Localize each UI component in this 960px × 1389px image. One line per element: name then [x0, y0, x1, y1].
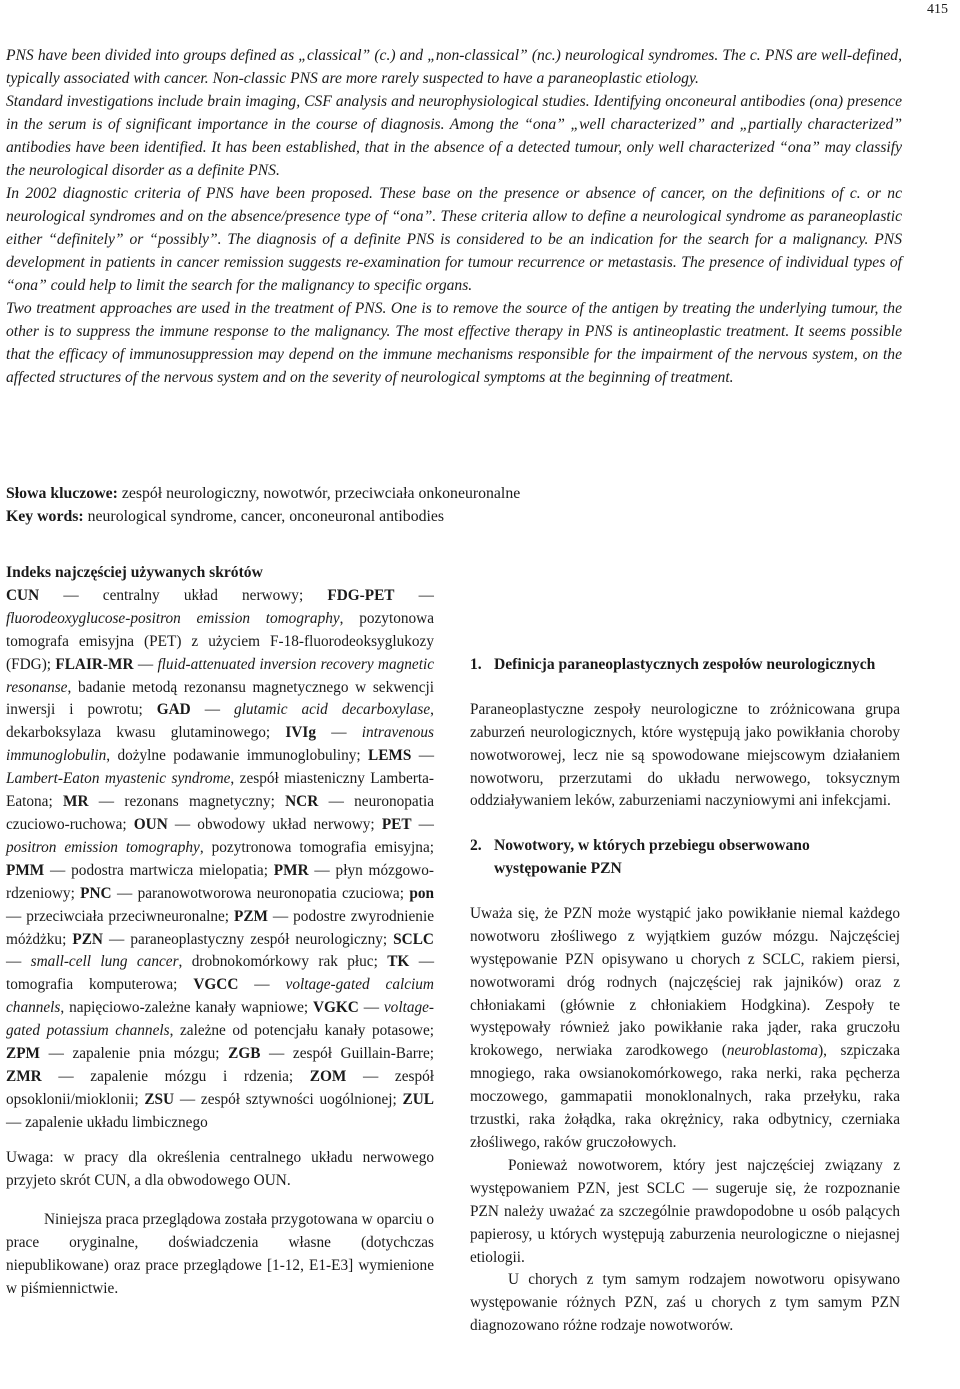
- keywords-english-text: neurological syndrome, cancer, onconeuronal antibodies: [87, 508, 445, 525]
- section-2-p1-start: Uważa się, że PZN może wystąpić jako powikłanie niemal każdego nowotworu złośliwego z wyjątkiem guzów mózgu. Najczęściej występowanie PZN opisywano u chorych z SCLC, rakiem piersi, nowotworami dróg rodnych (najczęściej rak jajników) oraz z chłoniakami (głównie z chłoniakiem Hodgkina). Zespoły te występowały również jako powikłanie raka jąder, raka gruczołu krokowego, nerwiaka zarodkowego (: [470, 904, 900, 1060]
- intro-paragraph: Niniejsza praca przeglądowa została przygotowana w oparciu o prace oryginalne, doświadczenia własne (dotychczas niepublikowane) oraz prace przeglądowe [1-12, E1-E3] wymienione w piśmiennictwie.: [6, 1211, 434, 1298]
- abbreviation-expansion: intravenous immunoglobulin: [6, 724, 435, 765]
- abbreviation-term: FLAIR-MR: [55, 655, 134, 673]
- section-2-p1-end: ), szpiczaka mnogiego, raka owsianokomórkowego, raka nerki, raka pęcherza moczowego, gammapatii monoklonalnych, raka przełyku, raka trzustki, raka żołądka, raka okrężnicy, raka odbytnicy, czerniaka złośliwego, raków gruczołowych.: [470, 1042, 900, 1151]
- abbreviation-term: ZPM: [6, 1045, 40, 1063]
- page-number: 415: [927, 2, 948, 17]
- abbreviation-definition: zapalenie pnia mózgu;: [72, 1045, 229, 1063]
- abstract-paragraph: PNS have been divided into groups defined as „classical” (c.) and „non-classical” (nc.) neurological syndromes. The c. PNS are well-defined, typically associated with cancer. Non-classic PNS are more rarely suspected to have a paraneoplastic etiology.: [6, 47, 902, 87]
- abbreviation-term: VGKC: [312, 999, 359, 1017]
- abbreviation-definition: zespół opsoklonii/mioklonii;: [6, 1067, 434, 1108]
- abbreviation-term: PMM: [6, 861, 45, 879]
- abbreviation-definition: podostre zwyrodnienie móżdżku;: [6, 907, 434, 948]
- abbreviation-term: pon: [409, 884, 434, 902]
- abbreviation-term: ZSU: [144, 1090, 175, 1108]
- abbreviation-definition: przeciwciała przeciwneuronalne;: [26, 907, 234, 925]
- abbreviation-definition: , dożylne podawanie immunoglobuliny;: [106, 747, 369, 765]
- abbreviation-definition: centralny układ nerwowy;: [102, 586, 328, 604]
- abbreviation-term: ZGB: [228, 1045, 261, 1063]
- abbreviation-definition: , zależne od potencjału kanały potasowe;: [169, 1022, 434, 1040]
- section-1-text: Paraneoplastyczne zespoły neurologiczne to zróżnicowana grupa zaburzeń neurologicznych, które występują jako powikłania choroby nowotworowej, lecz nie są spowodowane miejscowym działaniem nowotworu, przerzutami do układu nerwowego, toksycznym oddziaływaniem leków, zaburzeniami naczyniowymi ani infekcjami.: [470, 700, 900, 810]
- abbreviation-expansion: glutamic acid decarboxylase: [233, 701, 431, 719]
- abbreviation-term: TK: [387, 953, 410, 971]
- abbreviation-expansion: fluid-attenuated inversion recovery magnetic resonanse: [6, 655, 434, 696]
- abbreviation-term: PET: [381, 815, 412, 833]
- abbreviation-definition: paraneoplastyczny zespół neurologiczny;: [130, 930, 394, 948]
- keywords-english-label: Key words:: [6, 508, 84, 525]
- abbreviation-definition: tomografia komputerowa;: [6, 976, 194, 994]
- abbreviation-expansion: voltage-gated potassium channels: [6, 999, 434, 1040]
- abbreviations-list: CUN — centralny układ nerwowy; FDG-PET — fluorodeoxyglucose-positron emission tomography, pozytonowa tomografa emisyjna (PET) z użyciem F-18-fluorodeoksyglukozy (FDG); FLAIR-MR — fluid-attenuated inversion recovery magnetic resonanse, badanie metodą rezonansu magnetycznego w sekwencji inwersji i powrotu; GAD — glutamic acid decarboxylase, dekarboksylaza kwasu glutaminowego; IVIg — intravenous immunoglobulin, dożylne podawanie immunoglobuliny; LEMS — Lambert-Eaton myastenic syndrome, zespół miasteniczny Lamberta-Eatona; MR — rezonans magnetyczny; NCR — neuronopatia czuciowo-ruchowa; OUN — obwodowy układ nerwowy; PET — positron emission tomography, pozytronowa tomografia emisyjna; PMM — podostra martwicza mielopatia; PMR — płyn mózgowo-rdzeniowy; PNC — paranowotworowa neuronopatia czuciowa; pon — przeciwciała przeciwneuronalne; PZM — podostre zwyrodnienie móżdżku; PZN — paraneoplastyczny zespół neurologiczny; SCLC — small-cell lung cancer, drobnokomórkowy rak płuc; TK — tomografia komputerowa; VGCC — voltage-gated calcium channels, napięciowo-zależne kanały wapniowe; VGKC — voltage-gated potassium channels, zależne od potencjału kanały potasowe; ZPM — zapalenie pnia mózgu; ZGB — zespół Guillain-Barre; ZMR — zapalenie mózgu i rdzenia; ZOM — zespół opsoklonii/mioklonii; ZSU — zespół sztywności uogólnionej; ZUL — zapalenie układu limbicznego: [6, 586, 435, 1131]
- abbreviation-definition: , zespół miasteniczny Lamberta-Eatona;: [6, 770, 434, 811]
- abbreviation-definition: obwodowy układ nerwowy;: [197, 815, 382, 833]
- abbreviation-definition: , badanie metodą rezonansu magnetycznego w sekwencji inwersji i powrotu;: [6, 678, 434, 719]
- abbreviation-term: MR: [63, 793, 89, 811]
- abbreviation-term: PNC: [80, 884, 112, 902]
- right-column: [470, 562, 900, 1338]
- abbreviation-definition: zespół sztywności uogólnionej;: [200, 1090, 403, 1108]
- keywords-block: [6, 482, 906, 528]
- section-2-heading: [470, 835, 900, 881]
- abbreviation-expansion: Lambert-Eaton myastenic syndrome: [6, 770, 231, 788]
- keywords-english: [6, 505, 906, 528]
- keywords-polish-text: zespół neurologiczny, nowotwór, przeciwciała onkoneuronalne: [121, 485, 521, 502]
- abbreviation-term: PMR: [273, 861, 309, 879]
- abbreviation-definition: zapalenie układu limbicznego: [25, 1113, 208, 1131]
- abbreviation-expansion: positron emission tomography: [6, 838, 200, 856]
- abbreviation-definition: neuronopatia czuciowo-ruchowa;: [6, 793, 435, 833]
- abbreviation-definition: , drobnokomórkowy rak płuc;: [178, 953, 388, 971]
- left-column: [6, 562, 434, 1301]
- abbreviation-term: SCLC: [393, 930, 434, 948]
- abbreviation-definition: zapalenie mózgu i rdzenia;: [90, 1067, 310, 1085]
- abbreviation-term: PZM: [233, 907, 268, 925]
- abbreviation-term: IVIg: [285, 724, 316, 742]
- abbreviation-expansion: voltage-gated calcium channels: [6, 976, 434, 1017]
- section-1-title: Definicja paraneoplastycznych zespołów neurologicznych: [494, 656, 876, 673]
- abbreviation-term: CUN: [6, 586, 40, 604]
- abbreviation-definition: , napięciowo-zależne kanały wapniowe;: [60, 999, 313, 1017]
- abbreviation-definition: paranowotworowa neuronopatia czuciowa;: [137, 884, 410, 902]
- section-1-heading: [470, 654, 900, 677]
- section-2-p1-italic: neuroblastoma: [726, 1042, 819, 1060]
- keywords-polish: [6, 482, 906, 505]
- abbreviations-title: Indeks najczęściej używanych skrótów: [6, 564, 263, 581]
- section-2-paragraph-3: U chorych z tym samym rodzajem nowotworu opisywano występowanie różnych PZN, zaś u chorych z tym samym PZN diagnozowano różne rodzaje nowotworów.: [470, 1271, 900, 1335]
- section-2-paragraph-1: [470, 903, 900, 1155]
- abbreviation-term: LEMS: [368, 747, 412, 765]
- abbreviation-definition: , pozytronowa tomografia emisyjna;: [199, 838, 434, 856]
- abbreviation-term: VGCC: [193, 976, 239, 994]
- abbreviation-expansion: fluorodeoxyglucose-positron emission tomography: [6, 609, 340, 627]
- abbreviation-term: PZN: [72, 930, 103, 948]
- abstract-paragraph: Standard investigations include brain imaging, CSF analysis and neurophysiological studies. Identifying onconeural antibodies (ona) presence in the serum is of significant importance in the course of diagnosis. Among the “ona” „well characterized” and „partially characterized” antibodies have been identified. It has been established, that in the absence of a detected tumour, only well characterized “ona” may classify the neurological disorder as a definite PNS.: [6, 93, 902, 179]
- abbreviation-term: GAD: [156, 701, 191, 719]
- abbreviation-definition: zespół Guillain-Barre;: [292, 1045, 435, 1063]
- abbreviation-term: NCR: [285, 793, 319, 811]
- section-2-paragraph-2: Ponieważ nowotworem, który jest najczęściej związany z występowaniem PZN, jest SCLC — sugeruje się, że rozpoznanie PZN należy uważać za szczególnie prawdopodobne u osób palących papierosy, u których występują zaburzenia neurologiczne o niejasnej etiologii.: [470, 1156, 900, 1266]
- abbreviation-definition: , dekarboksylaza kwasu glutaminowego;: [6, 701, 434, 742]
- abstract-paragraph: In 2002 diagnostic criteria of PNS have been proposed. These base on the presence or absence of cancer, on the definitions of c. or nc neurological syndromes and on the absence/presence type of “ona”. These criteria allow to define a neurological syndrome as paraneoplastic either “definitely” or “possibly”. The diagnosis of a definite PNS is considered to be an indication for the search for a malignancy. PNS development in patients in cancer remission suggests re-examination for tumour recurrence or metastasis. The presence of individual types of “ona” could help to limit the search for the malignancy to specific organs.: [6, 185, 902, 294]
- abbreviation-term: ZOM: [309, 1067, 347, 1085]
- abstract-paragraph: Two treatment approaches are used in the treatment of PNS. One is to remove the source of the antigen by treating the underlying tumour, the other is to suppress the immune response to the malignancy. The most effective therapy in PNS is antineoplastic treatment. It seems possible that the efficacy of immunosuppression may depend on the immune mechanisms responsible for the impairment of the nervous system, on the affected structures of the nervous system and on the severity of neurological symptoms at the beginning of treatment.: [6, 300, 902, 386]
- abbreviation-term: OUN: [133, 815, 168, 833]
- section-2-number: 2.: [470, 837, 482, 855]
- abbreviation-term: ZUL: [402, 1090, 434, 1108]
- keywords-polish-label: Słowa kluczowe:: [6, 485, 118, 502]
- abbreviation-definition: , pozytonowa tomografa emisyjna (PET) z użyciem F-18-fluorodeoksyglukozy (FDG);: [6, 609, 434, 673]
- abbreviation-definition: rezonans magnetyczny;: [124, 793, 286, 811]
- abbreviation-term: ZMR: [6, 1067, 42, 1085]
- abbreviations-note: Uwaga: w pracy dla określenia centralnego układu nerwowego przyjeto skrót CUN, a dla obwodowego OUN.: [6, 1148, 434, 1189]
- abbreviation-term: FDG-PET: [327, 586, 395, 604]
- abbreviation-definition: podostra martwicza mielopatia;: [71, 861, 274, 879]
- abbreviation-expansion: small-cell lung cancer: [30, 953, 179, 971]
- section-2-title: Nowotwory, w których przebiegu obserwowano występowanie PZN: [494, 837, 810, 878]
- abstract: [6, 44, 902, 389]
- section-1-number: 1.: [470, 656, 482, 673]
- abbreviation-definition: płyn mózgowo-rdzeniowy;: [6, 861, 434, 902]
